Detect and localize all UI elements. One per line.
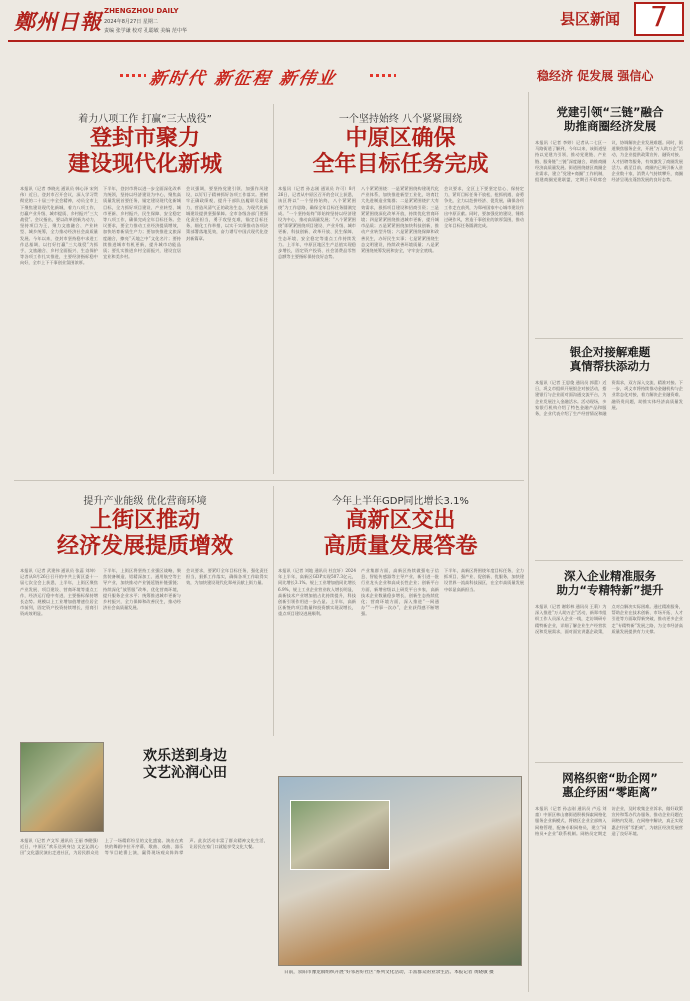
- headline: [20, 508, 270, 559]
- masthead-divider: [8, 40, 684, 42]
- headline: [535, 570, 685, 598]
- headline-line: 文艺沁润心田: [143, 764, 227, 781]
- section-divider: [535, 338, 683, 339]
- news-photo: [20, 742, 104, 832]
- section-divider: [14, 480, 524, 481]
- article-body: 八个紧紧围绕：一是紧紧围绕构建现代化产业体系，加快推进新型工业化，培育壮大先进制造业集群；二是紧紧围绕扩大有效需求，狠抓项目建设和招商引资；三是紧紧围绕深化改革开放，持续优化营商环境；四是紧紧围绕推进城市更新，提升城市品质；五是紧紧围绕加快科技创新，推动产业转型升级；六是紧紧围绕保障和改善民生，办好民生实事；七是紧紧围绕生态文明建设，持续改善环境质量；八是紧紧围绕统筹发展和安全，守牢安全底线。: [361, 186, 439, 254]
- article-body: 本报讯（记者 卢文军 通讯员 王丽 李健强）近日，中原区“欢乐送到身边 文艺沁润心田”文化惠民演出走进社区，为居民群众送上了一场精彩纷呈的文化盛宴。演出在欢快的舞蹈中拉开序幕，歌曲、戏曲、器乐等节目轮番上演，赢得现场观众阵阵掌声。此次活动丰富了群众精神文化生活，让居民在家门口就能享受文化大餐。: [20, 838, 268, 856]
- article-body: 会议强调，要坚持党建引领、加强作风建设，以钉钉子精神抓好各项工作落实。要树牢正确政绩观，提升干部队伍履职尽责能力，营造风清气正的政治生态，为现代化新城建设提供坚强保障。全市各级各部门要强化责任担当，勇于攻坚克难，锚定目标任务，细化工作举措，以实干实绩推动各项决策部署落地见效，奋力谱写中国式现代化登封新篇章。: [186, 186, 268, 241]
- article-body: 产业集群方面，高新区持续做强电子信息、智能传感器等主导产业，新引进一批行业龙头企业和高成长性企业；创新平台方面，新增省级以上研发平台多家，高新技术企业数量稳步增长，创新生态持续优化；营商环境方面，深入推进“一网通办”“一件事一次办”，企业获得感不断增强。: [361, 568, 439, 617]
- column-divider: [273, 104, 274, 474]
- article-body: 会议要求，全区上下要坚定信心、保持定力，紧盯目标任务不放松，抢抓机遇、奋勇争先，全力以赴拼经济、促发展，确保各项工作走在前列，为郑州国家中心城市建设作出中原贡献。同时，要加强党的建设，锤炼过硬作风，营造干事创业的浓厚氛围，推动全年目标任务圆满完成。: [444, 186, 524, 229]
- section-divider: [535, 560, 683, 561]
- headline-line: 深入企业精准服务: [564, 569, 656, 583]
- photo-caption: 日前，荥阳市豫龙镇组织开展“好邻居好社区”系列文化活动，丰富群众的业余生活。本报记者 黄晓敏 摄: [284, 970, 494, 975]
- article-body: 会议要求，要紧盯全年目标任务，强化责任担当，狠抓工作落实，确保各项工作取得实效，为加快建设现代化郑州贡献上街力量。: [186, 568, 268, 586]
- section-divider: [535, 762, 683, 763]
- kicker: 一个坚持始终 八个紧紧围绕: [338, 114, 463, 125]
- article-body: 本报讯（记者 李晓光 通讯员 韩心泽 宋剑伟）近日，登封市召开会议，深入学习贯彻党的二十届三中全会精神，动员全市上下聚焦建设现代化新城，着力八项工作，打赢产业升级、城市提质、乡村振兴“三大战役”。会议指出，要以改革创新为动力，坚持项目为王，聚力文旅融合、产业转型、城乡统筹，全力推动经济社会高质量发展。今年以来，登封市坚持稳中求进工作总基调，以打好打赢“三大战役”为抓手，文旅融合、乡村全面振兴、生态保护等各项工作扎实推进，主要经济指标稳中向好，全市上下干事创业氛围浓厚。: [20, 186, 98, 266]
- headline-line: 助力“专精特新”提升: [556, 582, 664, 597]
- article-body: 下半年，高新区将围绕年度目标任务，全力抓项目、强产业、促创新、优服务，加快建设世界一流高科技园区，在全市高质量发展中彰显高新担当。: [444, 568, 524, 592]
- headline-line: 中原区确保: [345, 126, 456, 151]
- article-body: 本报讯（记者 李婷）记者从二七区一马路街道了解到，今年以来，该街道坚持以党建为引领，推动党建链、产业链、服务链“三链”深度融合，助推商圈经济高质量发展。街道围绕辖区商圈企业需求，建立“党建+商圈”工作机制，组建商圈党建联盟，定期召开联席会议，协调解决企业发展难题。同时，街道聚焦服务企业，开展“万人助万企”活动，为企业提供政策宣传、融资对接、人才招聘等服务，有效激发了商圈发展活力。截至目前，商圈内已吸引新入驻企业数十家，消费人气持续攀升，商圈经济呈现出蓬勃发展的良好态势。: [535, 140, 683, 183]
- main-column-divider: [528, 92, 529, 992]
- headline: [535, 346, 685, 374]
- banner-dots: [120, 74, 146, 77]
- masthead-date: 2024年8月27日 星期二: [104, 19, 158, 25]
- headline-line: 高新区交出: [345, 508, 456, 533]
- headline: [110, 748, 260, 782]
- kicker: 提升产业能级 优化营商环境: [83, 496, 207, 507]
- masthead-en-name: ZHENGZHOU DAILY: [104, 7, 179, 15]
- headline-line: 建设现代化新城: [67, 151, 222, 177]
- headline: [278, 126, 523, 177]
- article-body: 本报讯（记者 孙志刚 通讯员 许可）8月26日，记者从中原区召开的会议上获悉，该区将以“一个坚持始终，八个紧紧围绕”为工作思路，确保全年目标任务圆满完成。“一个坚持始终”即始终坚持以经济建设为中心，推动高质量发展；“八个紧紧围绕”即紧紧围绕项目建设、产业升级、城市更新、科技创新、改革开放、民生保障、生态环境、安全稳定等重点工作持续发力。上半年，中原区地区生产总值实现稳步增长，固定资产投资、社会消费品零售总额等主要指标保持良好态势。: [278, 186, 356, 260]
- page-number: 7: [650, 0, 668, 33]
- headline-line: 助推商圈经济发展: [564, 118, 656, 133]
- headline-line: 银企对接解难题: [569, 345, 651, 359]
- headline-line: 惠企纾困“零距离”: [562, 784, 658, 799]
- headline-line: 登封市聚力: [89, 126, 200, 151]
- headline-line: 上街区推动: [89, 508, 200, 533]
- headline: [535, 106, 685, 134]
- masthead-editor: 责编 张学谦 校对 孔聪敏 美编 范中华: [104, 28, 187, 34]
- article-body: 下半年，登封市将以进一步全面深化改革为统领，坚持以经济建设为中心，聚焦高质量发展首要任务，锚定建设现代化新城目标，全力抓好项目建设、产业转型、城市更新、乡村振兴、民生保障、安全稳定等八项工作，确保完成全年目标任务。会议要求，要全力推动工业经济提质增效，加快培育新质生产力；要加快推进文旅深度融合，擦亮“天地之中”文化名片；要持续推进城市有机更新，提升城市功能品质；要扎实推进乡村全面振兴，建设宜居宜业和美乡村。: [103, 186, 181, 260]
- section-title: 县区新闻: [560, 10, 621, 28]
- headline-line: 真情帮扶添动力: [569, 358, 651, 373]
- kicker: 着力八项工作 打赢“三大战役”: [78, 114, 212, 125]
- article-body: 本报讯（记者 孙志刚 通讯员 卢远 刘童）中原区林山寨街道积极探索网格化服务企业新模式，将辖区企业全部纳入网格管理，配备专职网格员，建立“网格员+企业”联系机制。网格员定期走访企业，及时收集企业诉求，做好政策宣传和帮办代办服务，推动企业问题在网格内发现、在网格中解决，真正实现惠企纾困“零距离”，为辖区经济发展营造了良好环境。: [535, 806, 683, 836]
- right-slogan: 稳经济 促发展 强信心: [537, 69, 654, 83]
- banner-slogan: 新时代 新征程 新伟业: [147, 69, 339, 89]
- kicker: 今年上半年GDP同比增长3.1%: [332, 496, 469, 507]
- headline-line: 经济发展提质增效: [56, 533, 233, 559]
- article-body: 本报讯（记者 武建伟 通讯员 张蕊 刘坤）记者从8月26日召开的中共上街区委十一届七次全会上获悉，上半年，上街区聚焦产业发展、项目建设、营商环境等重点工作，经济运行稳中有进，主要指标保持增长态势。规模以上工业增加值增速位居全市前列，固定资产投资持续增长，招商引资成效明显。: [20, 568, 98, 617]
- article-body: 本报讯（记者 谢彩林 通讯员 王莉）为深入推进“万人助万企”活动，新郑市组织工作人员深入企业一线，走访调研专精特新企业，详细了解企业生产经营状况和发展需求，面对面宣讲惠企政策，点对点解决实际困难。通过精准服务，帮助企业在技术创新、市场开拓、人才引进等方面取得新突破，推动更多企业走“专精特新”发展之路，为全市经济高质量发展提供有力支撑。: [535, 604, 683, 634]
- headline: [278, 508, 523, 559]
- headline: [535, 772, 685, 800]
- headline-line: 欢乐送到身边: [143, 748, 227, 764]
- headline-line: 网格织密“助企网”: [562, 771, 658, 785]
- headline-line: 党建引领“三链”融合: [556, 105, 664, 119]
- article-body: 下半年，上街区将坚持工业强区战略，聚焦装备制造、铝精深加工、通用航空等主导产业，加快推动产业链延链补链强链；持续深化“放管服”改革，优化营商环境，提升服务企业水平；统筹推进城市更新与乡村振兴，全力保障和改善民生，推动经济社会高质量发展。: [103, 568, 181, 611]
- article-body: 本报讯（记者 王思俊 通讯员 郭蕾）近日，巩义市组织开展银企对接活动，搭建银行与企业面对面沟通交流平台，为企业发展注入金融活水。活动现场，多家银行机构介绍了特色金融产品和服务，企业代表介绍了生产经营情况和融资需求，双方深入交流、精准对接。下一步，巩义市将持续推动金融机构与企业常态化对接，着力解决企业融资难、融资贵问题，助推实体经济高质量发展。: [535, 380, 683, 417]
- headline: [20, 126, 270, 177]
- headline-line: 高质量发展答卷: [323, 533, 478, 559]
- column-divider: [273, 486, 274, 736]
- article-body: 本报讯（记者 刘地 通讯员 杜宜轩）2024年上半年，高新区GDP实现507.3亿元，同比增长3.1%。规上工业增加值同比增长6.9%，规上工业企业营业收入增长明显，高新技术产业增加值占比持续提升，科技创新引领作用进一步凸显。上半年，高新区新签约项目数量和投资额实现双增长，重点项目建设进展顺利。: [278, 568, 356, 617]
- news-photo-inset: [290, 800, 390, 870]
- headline-line: 全年目标任务完成: [312, 151, 489, 177]
- banner-dots-right: [370, 74, 396, 77]
- masthead-logo: 鄭州日報: [14, 9, 102, 34]
